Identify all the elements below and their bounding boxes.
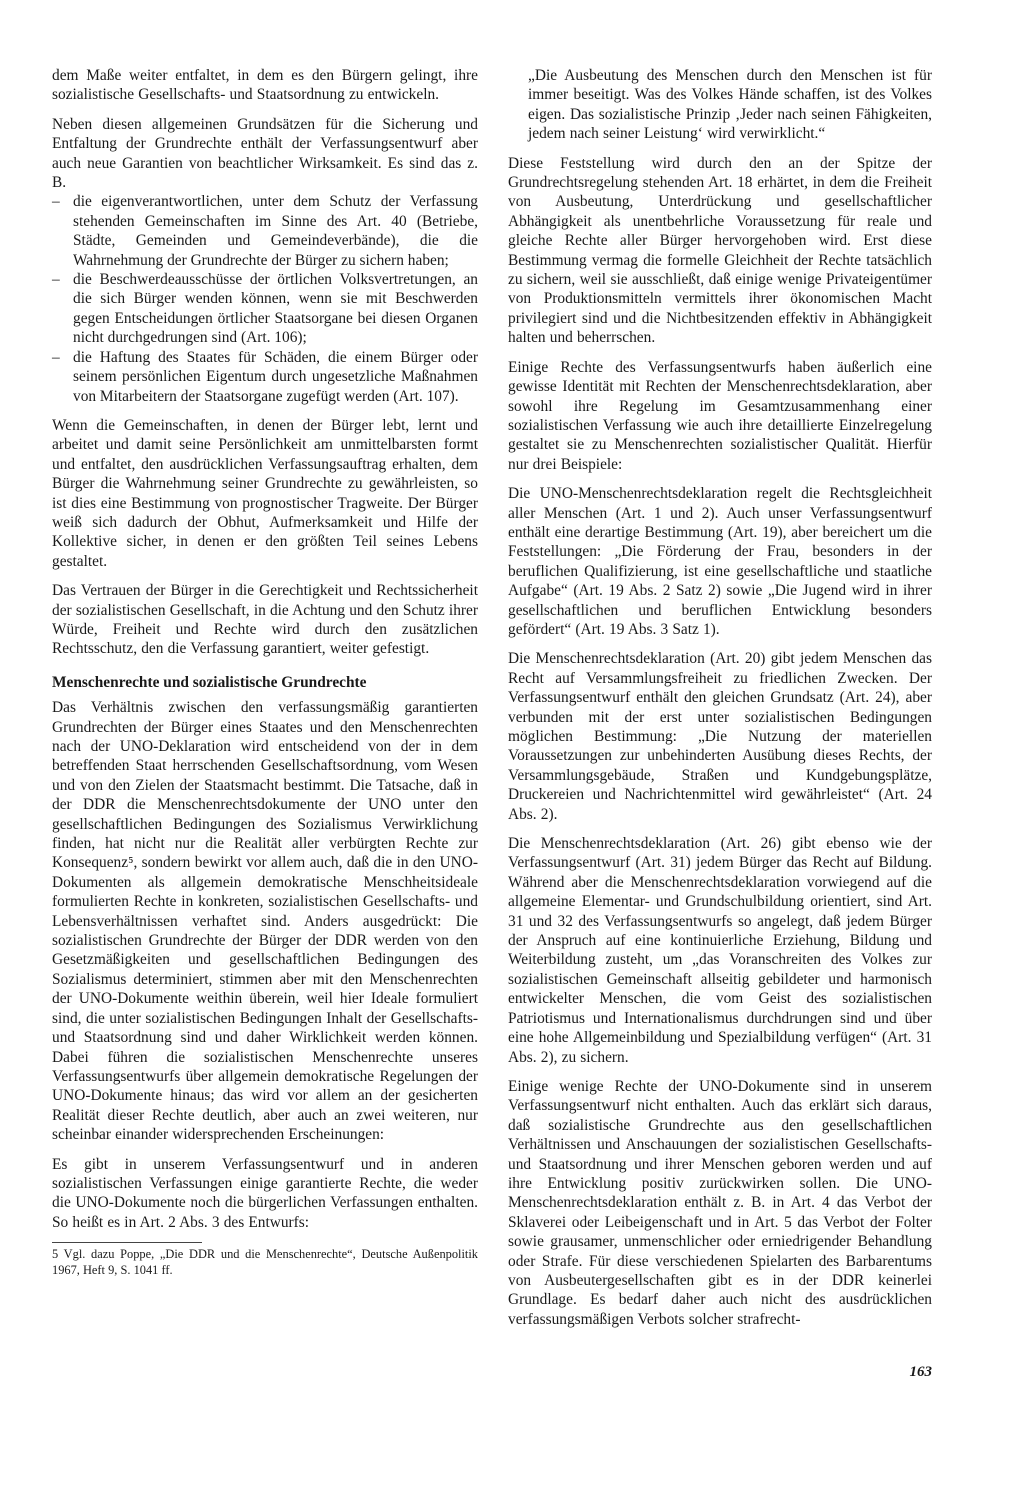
paragraph: Einige wenige Rechte der UNO-Dokumente sind in unserem Verfassungsentwurf nicht enthalten. Auch das erklärt sich daraus, daß sozialistische Grundrechte aus den gesellschaftlichen Verhältnissen und Anschauungen der sozialistischen Gesellschafts- und Staatsordnung und ihrer Menschen geboren werden und auf ihre Entwicklung positiv zurückwirken sollen. Die UNO-Menschenrechtsdeklaration enthält z. B. in Art. 4 das Verbot der Sklaverei oder Leibeigenschaft und in Art. 5 das Verbot der Folter sowie grausamer, unmenschlicher oder erniedrigender Behandlung oder Strafe. Für diese verschiedenen Spielarten des Barbarentums von Ausbeutergesellschaften gibt es in der DDR keinerlei Grundlage. Es bedarf daher auch nicht des ausdrücklichen verfassungsmäßigen Verbots solcher strafrecht- (508, 1077, 932, 1328)
paragraph: Neben diesen allgemeinen Grundsätzen für die Sicherung und Entfaltung der Grundrechte enthält der Verfassungsentwurf aber auch neue Garantien von beachtlicher Wirksamkeit. Es sind das z. B. (52, 115, 478, 192)
guarantee-list (52, 192, 478, 405)
list-item: – die Haftung des Staates für Schäden, die einem Bürger oder seinem persönlichen Eigentum durch ungesetzliche Maßnahmen von Mitarbeitern der Staatsorgane zugefügt werden (Art. 107). (52, 348, 478, 406)
paragraph: Es gibt in unserem Verfassungsentwurf und in anderen sozialistischen Verfassungen einige garantierte Rechte, die weder die UNO-Dokumente noch die bürgerlichen Verfassungen enthalten. So heißt es in Art. 2 Abs. 3 des Entwurfs: (52, 1155, 478, 1231)
left-column (52, 66, 478, 1278)
paragraph: dem Maße weiter entfaltet, in dem es den Bürgern gelingt, ihre sozialistische Gesellschafts- und Staatsordnung zu entwickeln. (52, 67, 478, 104)
paragraph: Die UNO-Menschenrechtsdeklaration regelt die Rechtsgleichheit aller Menschen (Art. 1 und 2). Auch unser Verfassungsentwurf enthält eine derartige Bestimmung (Art. 19), aber bereichert um die Feststellungen: „Die Förderung der Frau, besonders in der beruflichen Qualifizierung, ist eine gesellschaftliche und staatliche Aufgabe“ (Art. 19 Abs. 2 Satz 2) sowie „Die Jugend wird in ihrer gesellschaftlichen und beruflichen Entwicklung besonders gefördert“ (Art. 19 Abs. 3 Satz 1). (508, 485, 932, 638)
paragraph: Die Menschenrechtsdeklaration (Art. 20) gibt jedem Menschen das Recht auf Versammlungsfreiheit zu friedlichen Zwecken. Der Verfassungsentwurf enthält den gleichen Grundsatz (Art. 24), aber verbunden mit der erst unter sozialistischen Bedingungen möglichen Bestimmung: „Die Nutzung der materiellen Voraussetzungen zur unbehinderten Ausübung dieses Rechts, der Versammlungsgebäude, Straßen und Kundgebungsplätze, Druckereien und Nachrichtenmittel wird gewährleistet“ (Art. 24 Abs. 2). (508, 650, 932, 823)
paragraph: Das Vertrauen der Bürger in die Gerechtigkeit und Rechtssicherheit der sozialistischen Gesellschaft, in die Achtung und den Schutz ihrer Würde, Freiheit und Rechte wird durch den zusätzlichen Rechtsschutz, den die Verfassung garantiert, weiter gefestigt. (52, 582, 478, 658)
paragraph: Wenn die Gemeinschaften, in denen der Bürger lebt, lernt und arbeitet und damit seine Persönlichkeit am unmittelbarsten formt und entfaltet, den ausdrücklichen Verfassungsauftrag erhalten, dem Bürger die Wahrnehmung seiner Grundrechte zu gewährleisten, so ist dies eine Bestimmung von prognostischer Tragweite. Der Bürger weiß sich dadurch der Obhut, Aufmerksamkeit und Hilfe der Kollektive sicher, in denen er den größten Teil seines Lebens gestaltet. (52, 416, 478, 570)
list-item: – die eigenverantwortlichen, unter dem Schutz der Verfassung stehenden Gemeinschaften im Sinne des Art. 40 (Betriebe, Städte, Gemeinden und Gemeindeverbände), die die Wahrnehmung der Grundrechte der Bürger zu sichern haben; (52, 192, 478, 270)
paragraph: Das Verhältnis zwischen den verfassungsmäßig garantierten Grundrechten der Bürger eines Staates und den Menschenrechten nach der UNO-Deklaration wird entscheidend von der in dem betreffenden Staat herrschenden Gesellschaftsordnung, vom Wesen und von den Zielen der Staatsmacht bestimmt. Die Tatsache, daß in der DDR die Menschenrechtsdokumente der UNO unter den gesellschaftlichen Bedingungen des Sozialismus Verwirklichung finden, hat nicht nur die Realität aller verbürgten Rechte zur Konsequenz⁵, sondern bewirkt vor allem auch, daß die in den UNO-Dokumenten als allgemein demokratische Menschheitsideale formulierten Rechte in konkreten, sozialistischen Gesellschafts- und Lebensverhältnissen verhaftet sind. Anders ausgedrückt: Die sozialistischen Grundrechte der Bürger der DDR werden von den Gesetzmäßigkeiten und gesellschaftlichen Bedingungen des Sozialismus determiniert, stimmen aber mit den Menschenrechten der UNO-Dokumente weithin überein, weil hier Ideale formuliert sind, die unter sozialistischen Bedingungen Inhalt der Gesellschafts- und Staatsordnung sind und daher Wirklichkeit werden können. Dabei führen die sozialistischen Menschenrechte unseres Verfassungsentwurfs über allgemein demokratische Regelungen der UNO-Dokumente hinaus; das wird vor allem an der gesicherten Realität dieser Rechte deutlich, aber auch an zwei weiteren, nur scheinbar einander widersprechenden Erscheinungen: (52, 699, 478, 1144)
footnote-divider (52, 1242, 202, 1243)
section-heading: Menschenrechte und sozialistische Grundrechte (52, 673, 367, 691)
footnote: 5 Vgl. dazu Poppe, „Die DDR und die Menschenrechte“, Deutsche Außenpolitik 1967, Heft 9, S. 1041 ff. (52, 1247, 478, 1277)
block-quote: „Die Ausbeutung des Menschen durch den Menschen ist für immer beseitigt. Was des Volkes Hände schaffen, ist des Volkes eigen. Das sozialistische Prinzip ‚Jeder nach seinen Fähigkeiten, jedem nach seiner Leistung‘ wird verwirklicht.“ (528, 67, 932, 143)
paragraph: Die Menschenrechtsdeklaration (Art. 26) gibt ebenso wie der Verfassungsentwurf (Art. 31) jedem Bürger das Recht auf Bildung. Während aber die Menschenrechtsdeklaration vorwiegend auf die allgemeine Elementar- und Grundschulbildung orientiert, sind Art. 31 und 32 des Verfassungsentwurfs so angelegt, daß jedem Bürger der Anspruch auf eine kontinuierliche Erziehung, Bildung und Weiterbildung zusteht, um „das Voranschreiten des Volkes zur sozialistischen Gemeinschaft allseitig gebildeter und harmonisch entwickelter Menschen, die vom Geist des sozialistischen Patriotismus und Internationalismus durchdrungen sind und über eine hohe Allgemeinbildung und Spezialbildung verfügen“ (Art. 31 Abs. 2), zu sichern. (508, 835, 932, 1066)
list-item: – die Beschwerdeausschüsse der örtlichen Volksvertretungen, an die sich Bürger wenden können, wenn sie mit Beschwerden gegen Entscheidungen örtlicher Staatsorgane bei diesen Organen nicht durchgedrungen sind (Art. 106); (52, 270, 478, 348)
right-column (508, 66, 932, 1339)
page-number: 163 (909, 1364, 932, 1380)
paragraph: Diese Feststellung wird durch den an der Spitze der Grundrechtsregelung stehenden Art. 18 erhärtet, in dem die Freiheit von Ausbeutung, Unterdrückung und gesellschaftlicher Abhängigkeit als unentbehrliche Voraussetzung für reale und gleiche Rechte aller Bürger hervorgehoben wird. Erst diese Bestimmung vermag die formelle Gleichheit der Rechte tatsächlich zu sichern, weil sie ausschließt, daß einige wenige Privateigentümer von Produktionsmitteln vermittels ihrer ökonomischen Macht privilegiert sind und die Nichtbesitzenden effektiv in Abhängigkeit halten und beherrschen. (508, 154, 932, 347)
paragraph: Einige Rechte des Verfassungsentwurfs haben äußerlich eine gewisse Identität mit Rechten der Menschenrechtsdeklaration, aber sowohl ihre Regelung im Gesamtzusammenhang einer sozialistischen Verfassung wie auch ihre detaillierte Einzelregelung gestaltet sie zu Menschenrechten sozialistischer Qualität. Hierfür nur drei Beispiele: (508, 358, 932, 473)
